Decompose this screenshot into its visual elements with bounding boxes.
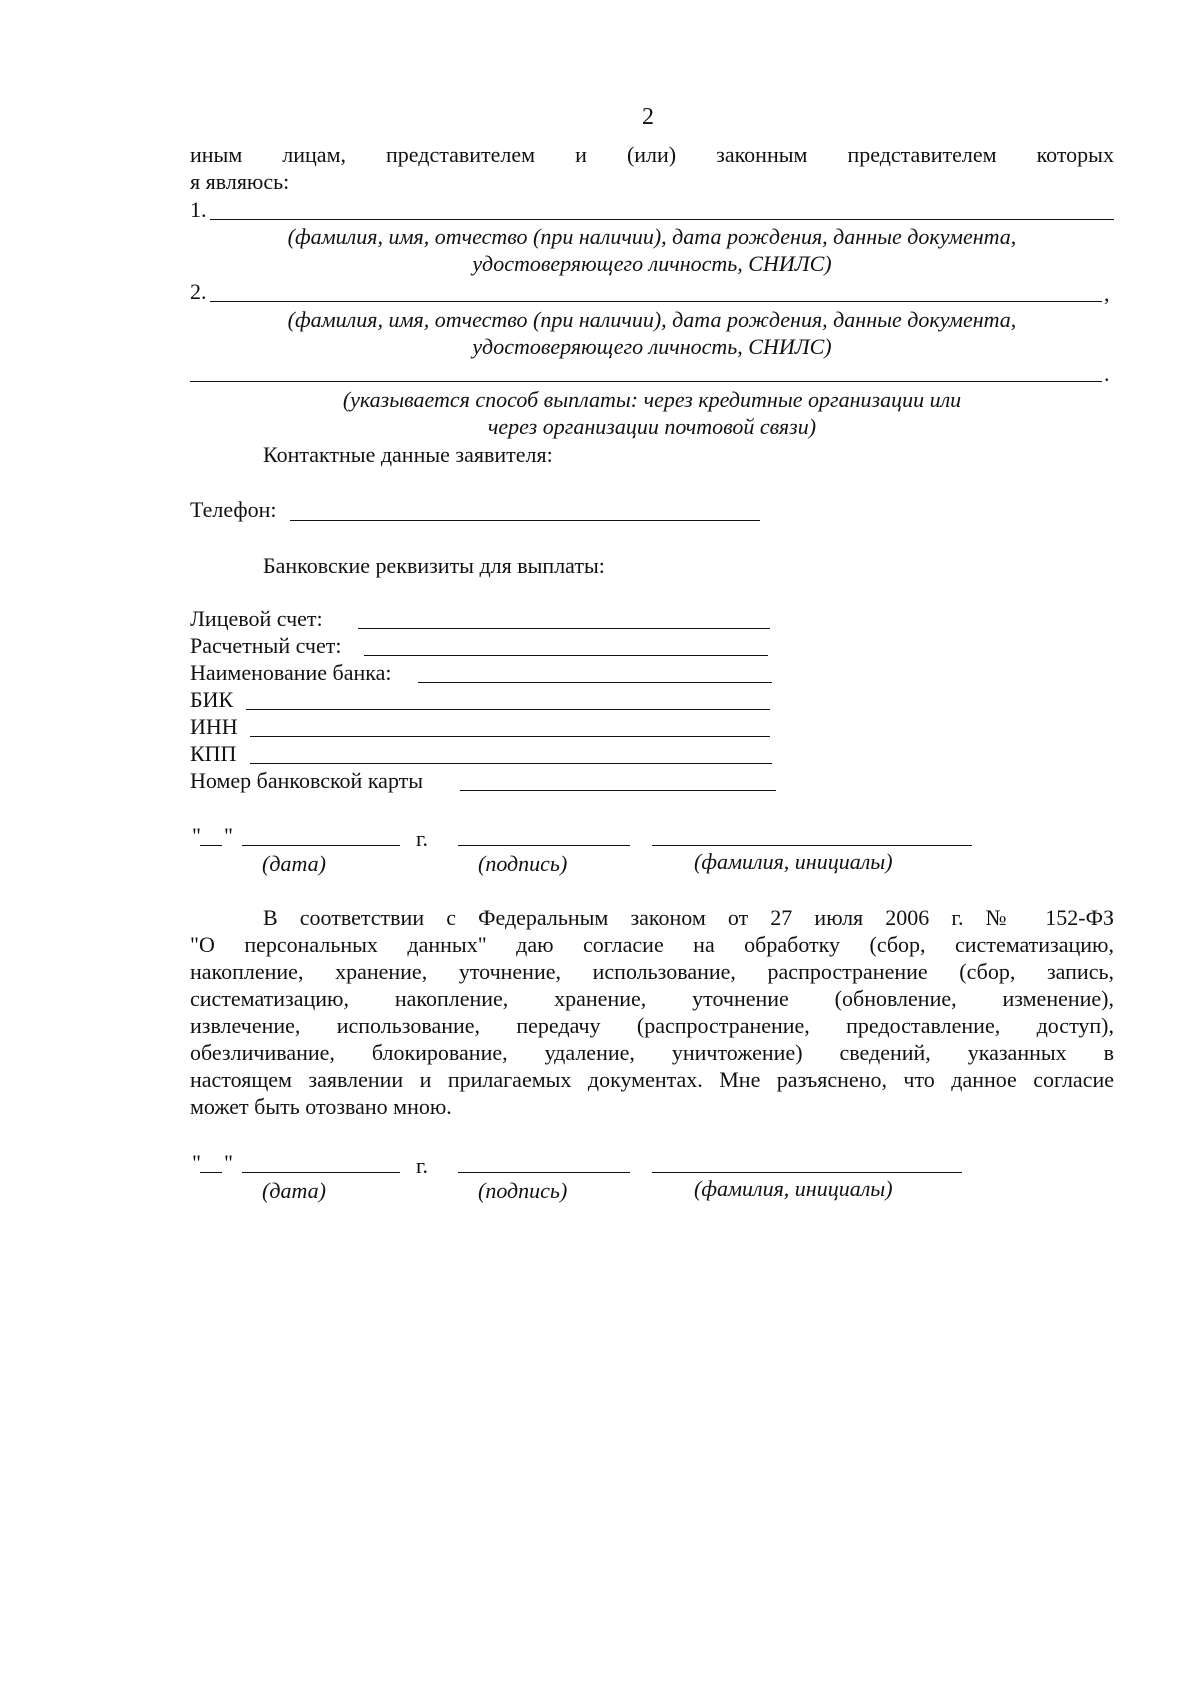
intro-word: лицам,	[282, 142, 346, 167]
consent-line: может быть отозвано мною.	[190, 1094, 452, 1119]
bank-field-label-account: Лицевой счет:	[190, 606, 323, 631]
bank-field-settlement[interactable]	[364, 655, 768, 656]
signature-1-sign-caption: (подпись)	[478, 851, 568, 876]
person-1-field[interactable]	[210, 219, 1114, 220]
consent-line: обезличивание, блокирование, удаление, уничтожение) сведений, указанных в	[190, 1040, 1114, 1065]
bank-field-label-inn: ИНН	[190, 714, 238, 739]
person-2-suffix: ,	[1104, 281, 1110, 306]
signature-2-year-suffix: г.	[416, 1153, 429, 1178]
intro-line-1	[190, 142, 1114, 168]
bank-field-bik[interactable]	[246, 709, 770, 710]
intro-word: представителем	[386, 142, 536, 167]
person-2-caption-2: удостоверяющего личность, СНИЛС)	[472, 334, 832, 359]
signature-2-date-caption: (дата)	[262, 1178, 326, 1203]
consent-line: накопление, хранение, уточнение, использование, распространение (сбор, запись,	[190, 959, 1114, 984]
bank-field-account[interactable]	[358, 628, 770, 629]
phone-field[interactable]	[290, 520, 760, 521]
bank-heading: Банковские реквизиты для выплаты:	[263, 553, 605, 578]
person-2-caption-1: (фамилия, имя, отчество (при наличии), дата рождения, данные документа,	[287, 307, 1017, 332]
signature-1-date-field[interactable]	[242, 845, 400, 846]
person-2-number: 2.	[190, 279, 207, 304]
intro-word: иным	[190, 142, 243, 167]
intro-line-2: я являюсь:	[190, 169, 290, 194]
person-2-field[interactable]	[210, 301, 1102, 302]
bank-field-label-settlement: Расчетный счет:	[190, 633, 342, 658]
signature-2-quote-close: "	[224, 1150, 233, 1175]
page-number: 2	[642, 104, 654, 130]
intro-word: и	[575, 142, 587, 167]
intro-word: (или)	[626, 142, 677, 167]
signature-2-quote-open: "	[192, 1150, 201, 1175]
payment-caption-1: (указывается способ выплаты: через кредитные организации или	[342, 387, 962, 412]
signature-1-name-caption: (фамилия, инициалы)	[694, 849, 893, 874]
consent-line: настоящем заявлении и прилагаемых документах. Мне разъяснено, что данное согласие	[190, 1067, 1114, 1092]
person-1-number: 1.	[190, 197, 207, 222]
signature-1-quote-open: "	[192, 823, 201, 848]
signature-2-sign-field[interactable]	[458, 1172, 630, 1173]
consent-paragraph	[190, 904, 1114, 1120]
bank-field-label-kpp: КПП	[190, 741, 237, 766]
bank-field-inn[interactable]	[250, 736, 770, 737]
intro-word: законным	[716, 142, 808, 167]
intro-word: представителем	[847, 142, 997, 167]
bank-field-bank-name[interactable]	[418, 682, 772, 683]
person-1-caption-1: (фамилия, имя, отчество (при наличии), дата рождения, данные документа,	[287, 224, 1017, 249]
consent-line: В соответствии с Федеральным законом от 27 июля 2006 г. № 152-ФЗ	[263, 905, 1114, 930]
consent-line: "О персональных данных" даю согласие на обработку (сбор, систематизацию,	[190, 932, 1114, 957]
bank-field-kpp[interactable]	[250, 763, 772, 764]
signature-1-day-field[interactable]	[200, 845, 222, 846]
payment-method-field[interactable]	[190, 381, 1102, 382]
signature-2-day-field[interactable]	[200, 1172, 222, 1173]
intro-word: которых	[1036, 142, 1114, 167]
signature-2-name-field[interactable]	[652, 1172, 962, 1173]
bank-field-label-bik: БИК	[190, 687, 234, 712]
payment-caption-2: через организации почтовой связи)	[487, 414, 817, 439]
signature-2-name-caption: (фамилия, инициалы)	[694, 1176, 893, 1201]
signature-1-quote-close: "	[224, 823, 233, 848]
consent-line: систематизацию, накопление, хранение, уточнение (обновление, изменение),	[190, 986, 1114, 1011]
consent-line: извлечение, использование, передачу (распространение, предоставление, доступ),	[190, 1013, 1114, 1038]
contact-heading: Контактные данные заявителя:	[263, 442, 553, 467]
signature-1-sign-field[interactable]	[458, 845, 630, 846]
signature-1-year-suffix: г.	[416, 826, 429, 851]
signature-1-date-caption: (дата)	[262, 851, 326, 876]
bank-field-card[interactable]	[460, 790, 776, 791]
signature-2-sign-caption: (подпись)	[478, 1178, 568, 1203]
signature-2-date-field[interactable]	[242, 1172, 400, 1173]
bank-field-label-card: Номер банковской карты	[190, 768, 424, 793]
payment-method-suffix: .	[1104, 361, 1110, 386]
phone-label: Телефон:	[190, 497, 277, 522]
bank-field-label-bank-name: Наименование банка:	[190, 660, 392, 685]
signature-1-name-field[interactable]	[652, 845, 972, 846]
person-1-caption-2: удостоверяющего личность, СНИЛС)	[472, 251, 832, 276]
